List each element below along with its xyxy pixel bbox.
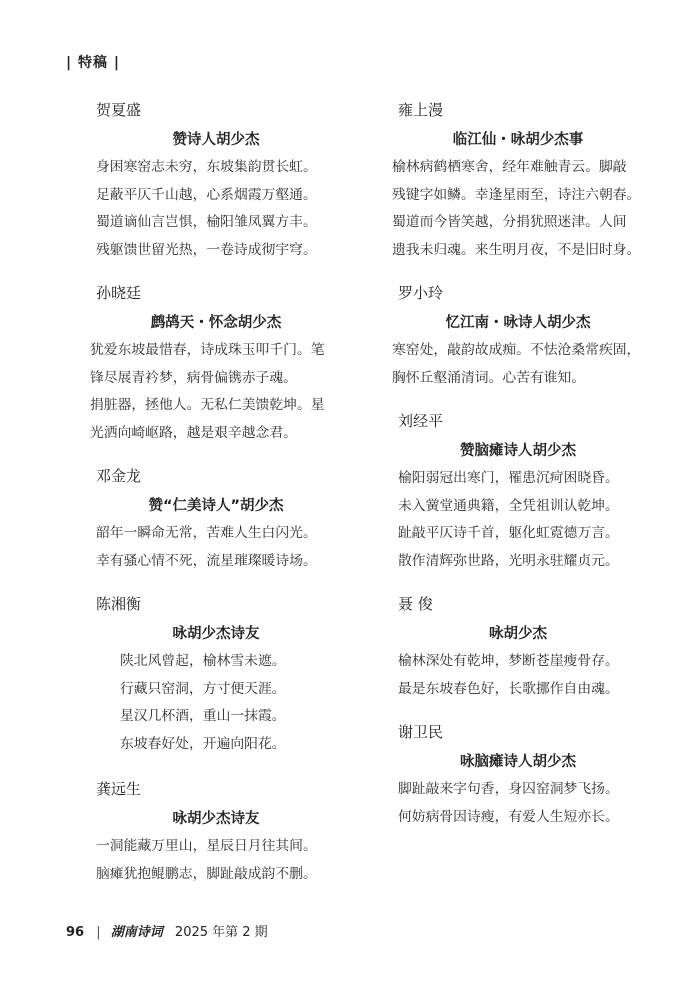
right-column	[392, 98, 641, 831]
poem	[392, 281, 641, 409]
poem	[392, 98, 641, 281]
page-footer	[66, 921, 268, 940]
poem-line: 东坡春好处，开遍向阳花。	[120, 735, 286, 752]
poem-title: 鹧鸪天・怀念胡少杰	[150, 315, 282, 331]
poem	[96, 464, 336, 592]
poem-line: 足蔽平仄千山越，心系烟霞万壑通。	[96, 186, 317, 203]
poem-line: 锋尽展青衿梦，病骨偏镌赤子魂。	[90, 369, 297, 386]
poem-line: 光洒向崎岖路，越是艰辛越念君。	[90, 424, 297, 441]
poem-author: 邓金龙	[96, 467, 142, 485]
poem-line: 榆林深处有乾坤，梦断苍崖瘦骨存。	[398, 653, 619, 669]
poem-line: 残躯馈世留光热，一卷诗成彻宇穹。	[96, 241, 317, 258]
poem-author: 雍上漫	[398, 101, 444, 119]
poem-line: 榆阳弱冠出寒门，罹患沉疴困晓昏。	[398, 470, 619, 486]
poem	[398, 720, 638, 831]
poem-line: 捐脏器，拯他人。无私仁美馈乾坤。星	[90, 397, 325, 413]
poem-line: 行藏只窑洞，方寸便天涯。	[120, 680, 286, 697]
poem-line: 榆林病鹤栖寒舍，经年难触青云。脚敲	[392, 159, 627, 175]
poem-author: 刘经平	[398, 412, 444, 430]
poem-line: 趾敲平仄诗千首，躯化虹霓德万言。	[398, 525, 619, 541]
poem-line: 韶年一瞬命无常，苦难人生白闪光。	[96, 525, 317, 541]
poem-line: 蜀道而今皆笑越，分捐犹照迷津。人间	[392, 214, 627, 230]
poem	[90, 281, 336, 464]
poem-line: 一洞能藏万里山，星辰日月往其间。	[96, 838, 317, 854]
page-number: 96	[66, 925, 85, 940]
poem	[398, 409, 638, 592]
poem-line: 蜀道谪仙言岂惧，榆阳雏凤翼方丰。	[96, 214, 317, 230]
poem-line: 脚趾敲来字句香，身囚窑洞梦飞扬。	[398, 781, 619, 797]
poem-line: 犹爱东坡最惜春，诗成珠玉叩千门。笔	[90, 342, 325, 358]
poem-author: 罗小玲	[398, 284, 444, 302]
section-header: | 特稿 |	[66, 55, 120, 71]
poem-author: 贺夏盛	[96, 101, 142, 119]
poem-line: 未入黉堂通典籍，全凭祖训认乾坤。	[398, 497, 619, 514]
poem-author: 龚远生	[96, 780, 142, 798]
poem-line: 脑瘫犹抱鲲鹏志，脚趾敲成韵不删。	[96, 865, 317, 882]
poem-line: 星汉几杯酒，重山一抹霞。	[120, 708, 286, 724]
poem-title: 咏胡少杰诗友	[172, 626, 260, 642]
poem-title: 赞脑瘫诗人胡少杰	[460, 443, 576, 459]
poem-title: 咏胡少杰诗友	[172, 811, 260, 827]
poem-line: 遗我未归魂。来生明月夜，不是旧时身。	[392, 241, 641, 258]
poem-line: 散作清辉弥世路，光明永驻耀贞元。	[398, 552, 619, 569]
poem-title: 咏脑瘫诗人胡少杰	[460, 754, 576, 770]
poem-line: 幸有骚心情不死，流星璀璨暖诗场。	[96, 552, 317, 569]
issue-label: 2025 年第 2 期	[174, 925, 268, 940]
poem	[96, 592, 336, 777]
poem-title: 赞诗人胡少杰	[172, 132, 260, 148]
poem-title: 忆江南・咏诗人胡少杰	[445, 315, 591, 331]
poem-author: 孙晓廷	[96, 284, 142, 302]
poem-author: 谢卫民	[398, 723, 444, 741]
poem-author: 聂 俊	[398, 595, 433, 613]
footer-separator: |	[96, 925, 101, 940]
magazine-logo: 湖南诗词	[110, 925, 163, 940]
poem-author: 陈湘衡	[96, 595, 142, 613]
poem-line: 胸怀丘壑涌清词。心苦有谁知。	[392, 369, 586, 386]
poem-line: 陕北风曾起，榆林雪未遮。	[120, 653, 286, 669]
poem-line: 身困寒窑志未穷，东坡集韵贯长虹。	[96, 159, 317, 175]
left-column	[90, 98, 336, 888]
poem-line: 寒窑处，敲韵故成痴。不怯沧桑常疾固，	[392, 342, 641, 358]
poem	[96, 98, 336, 281]
poem-title: 咏胡少杰	[489, 626, 547, 642]
poem	[398, 592, 638, 720]
poem	[96, 777, 336, 888]
poem-line: 何妨病骨因诗瘦，有爱人生短亦长。	[398, 808, 619, 825]
poem-title: 临江仙・咏胡少杰事	[452, 132, 584, 148]
poem-title: 赞“仁美诗人”胡少杰	[148, 498, 284, 514]
poem-line: 残键字如鳞。幸逢星雨至，诗注六朝春。	[392, 186, 641, 203]
poem-line: 最是东坡春色好，长歌挪作自由魂。	[398, 680, 619, 697]
